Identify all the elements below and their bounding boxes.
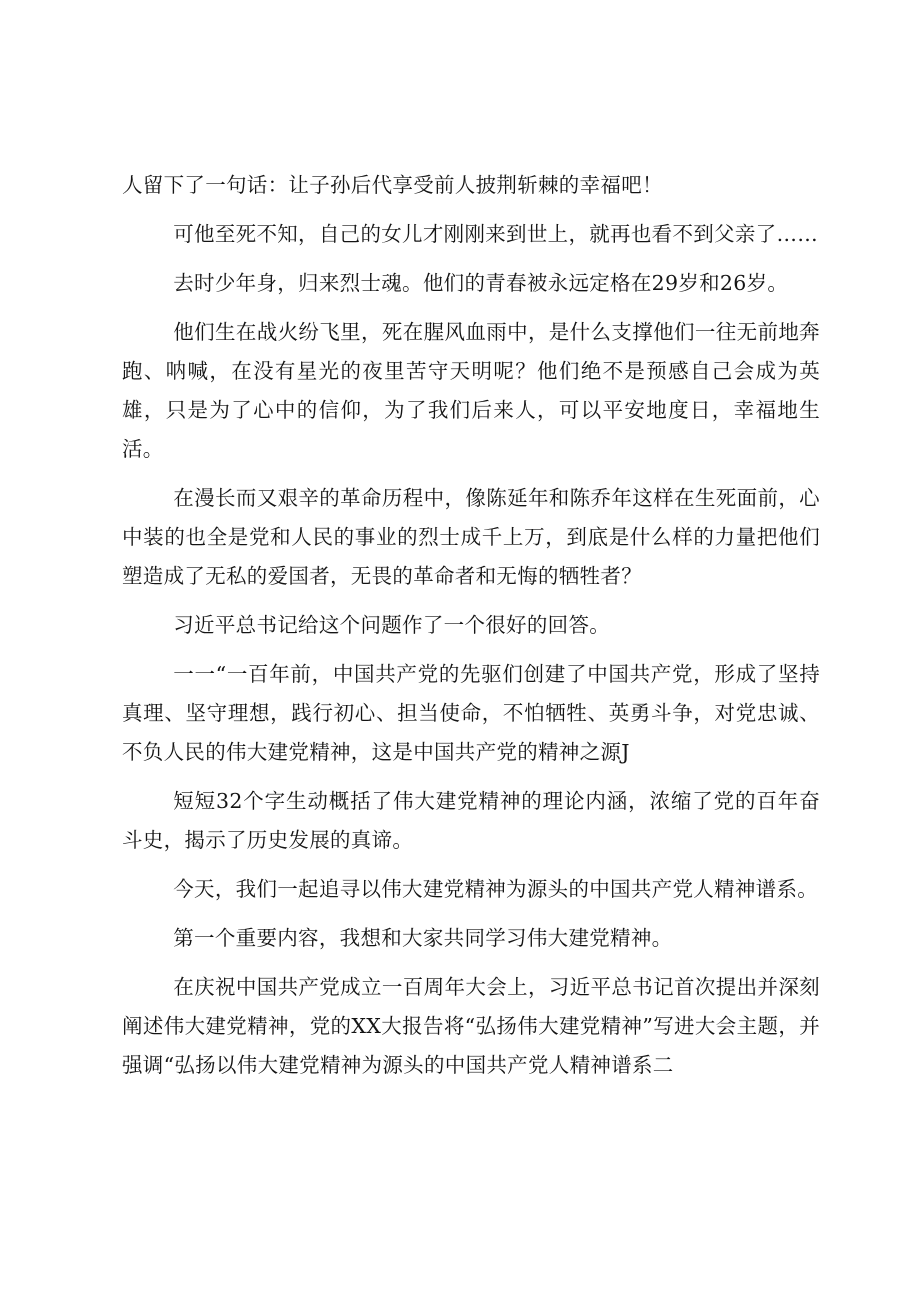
paragraph: 他们生在战火纷飞里，死在腥风血雨中，是什么支撑他们一往无前地奔跑、呐喊，在没有星光的夜里苦守天明呢？他们绝不是预感自己会成为英雄，只是为了心中的信仰，为了我们后来人，可以平安地度日，幸福地生活。 (122, 320, 820, 461)
paragraph: 可他至死不知，自己的女儿才刚刚来到世上，就再也看不到父亲了…… (173, 222, 819, 246)
paragraph: 第一个重要内容，我想和大家共同学习伟大建党精神。 (173, 926, 673, 950)
paragraph: 在漫长而又艰辛的革命历程中，像陈延年和陈乔年这样在生死面前，心中装的也全是党和人民的事业的烈士成千上万，到底是什么样的力量把他们塑造成了无私的爱国者，无畏的革命者和无悔的牺牲者？ (122, 486, 820, 588)
paragraph: 一一“一百年前，中国共产党的先驱们创建了中国共产党，形成了坚持真理、坚守理想，践行初心、担当使命，不怕牺牲、英勇斗争，对党忠诚、不负人民的伟大建党精神，这是中国共产党的精神之源J (122, 662, 820, 764)
paragraph: 今天，我们一起追寻以伟大建党精神为源头的中国共产党人精神谱系。 (173, 877, 819, 901)
paragraph-continuation: 人留下了一句话：让子孙后代享受前人披荆斩棘的幸福吧！ (122, 173, 663, 197)
paragraph: 在庆祝中国共产党成立一百周年大会上，习近平总书记首次提出并深刻阐述伟大建党精神，党的XX大报告将“弘扬伟大建党精神”写进大会主题，并强调“弘扬以伟大建党精神为源头的中国共产党人精神谱系二 (122, 975, 820, 1077)
paragraph: 短短32个字生动概括了伟大建党精神的理论内涵，浓缩了党的百年奋斗史，揭示了历史发展的真谛。 (122, 789, 820, 852)
paragraph: 去时少年身，归来烈士魂。他们的青春被永远定格在29岁和26岁。 (173, 271, 789, 295)
paragraph: 习近平总书记给这个问题作了一个很好的回答。 (173, 613, 611, 637)
document-body (122, 166, 820, 1095)
